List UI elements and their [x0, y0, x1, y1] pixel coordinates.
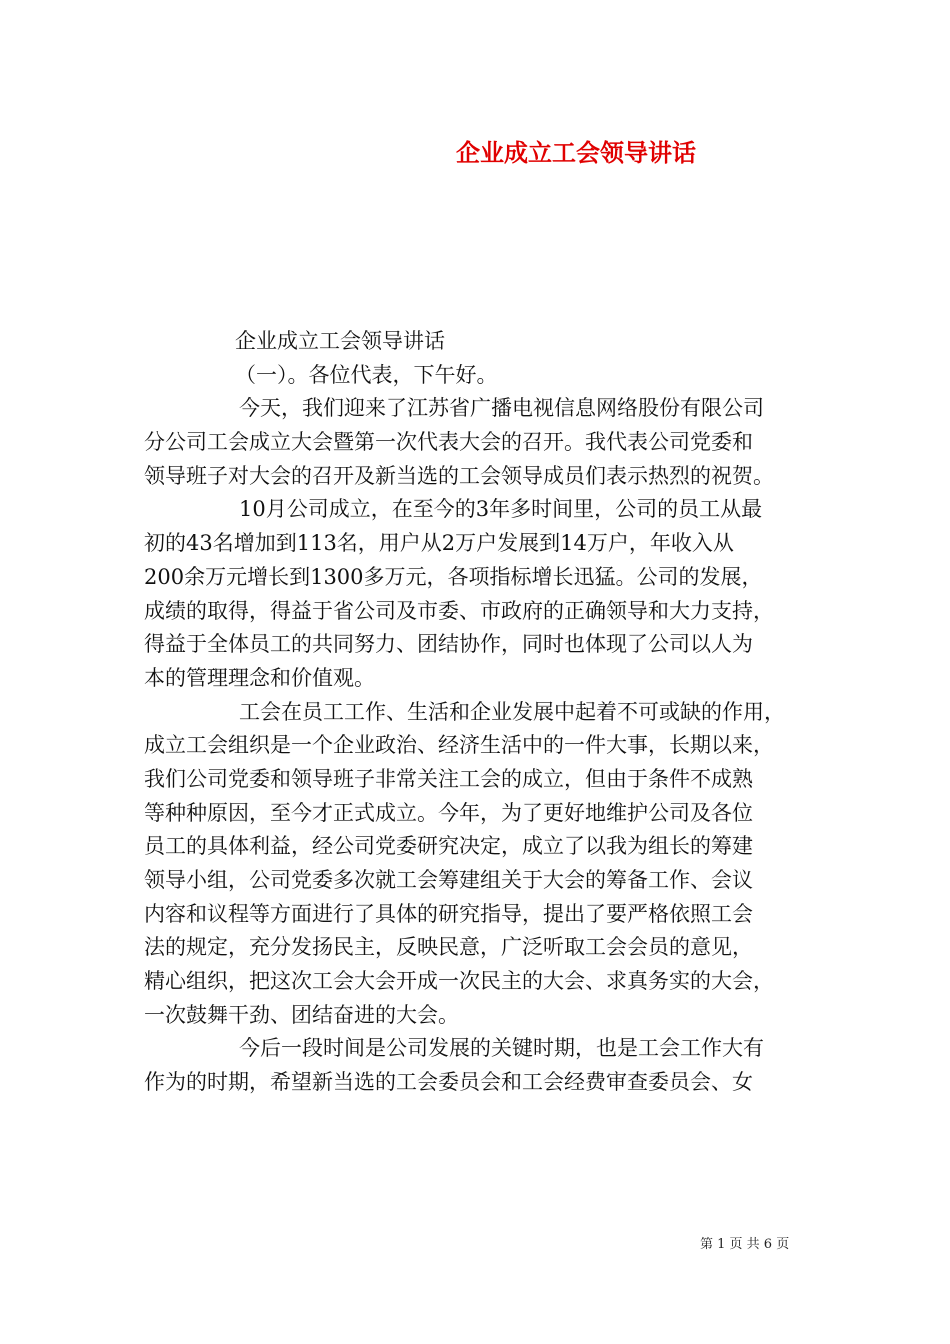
text-line: [144, 527, 812, 561]
text-line: [144, 864, 812, 898]
text-line: [144, 561, 812, 595]
line-text: 本的管理理念和价值观。: [144, 665, 375, 690]
text-line: [144, 392, 812, 426]
line-text: 今天，我们迎来了江苏省广播电视信息网络股份有限公司: [239, 396, 764, 421]
line-text: 作为的时期，希望新当选的工会委员会和工会经费审查委员会、女: [144, 1070, 753, 1095]
text-line: [144, 729, 812, 763]
text-line: [144, 628, 812, 662]
text-line: [144, 325, 812, 359]
line-text: 一次鼓舞干劲、团结奋进的大会。: [144, 1002, 459, 1027]
line-text: 企业成立工会领导讲话: [235, 329, 445, 353]
line-text: 领导小组，公司党委多次就工会筹建组关于大会的筹备工作、会议: [144, 868, 753, 892]
line-text: 法的规定，充分发扬民主，反映民意，广泛听取工会会员的意见，: [144, 935, 753, 960]
text-line: [144, 662, 812, 696]
line-text: 领导班子对大会的召开及新当选的工会领导成员们表示热烈的祝贺。: [144, 463, 774, 488]
text-line: [144, 1066, 812, 1100]
line-text: 10月公司成立，在至今的3年多时间里，公司的员工从最: [239, 497, 763, 522]
text-line: [144, 898, 812, 932]
text-line: [144, 696, 812, 730]
text-line: [144, 965, 812, 999]
line-text: 等种种原因，至今才正式成立。今年，为了更好地维护公司及各位: [144, 800, 753, 825]
text-line: [144, 493, 812, 527]
document-body: [144, 325, 812, 1100]
text-line: [144, 999, 812, 1033]
text-line: [144, 763, 812, 797]
page-number-footer: 第 1 页 共 6 页: [700, 1237, 790, 1252]
line-text: 工会在员工工作、生活和企业发展中起着不可或缺的作用，: [239, 699, 785, 724]
text-line: [144, 426, 812, 460]
line-text: 精心组织，把这次工会大会开成一次民主的大会、求真务实的大会，: [144, 969, 774, 994]
line-text: （一）。各位代表，下午好。: [235, 362, 498, 387]
text-line: [144, 1032, 812, 1066]
line-text: 得益于全体员工的共同努力、团结协作，同时也体现了公司以人为: [144, 632, 753, 657]
text-line: [144, 359, 812, 393]
line-text: 内容和议程等方面进行了具体的研究指导，提出了要严格依照工会: [144, 901, 753, 926]
text-line: [144, 931, 812, 965]
text-line: [144, 595, 812, 629]
text-line: [144, 797, 812, 831]
line-text: 我们公司党委和领导班子非常关注工会的成立，但由于条件不成熟: [144, 766, 753, 791]
line-text: 员工的具体利益，经公司党委研究决定，成立了以我为组长的筹建: [144, 834, 753, 859]
document-title: 企业成立工会领导讲话: [456, 138, 696, 167]
line-text: 成绩的取得，得益于省公司及市委、市政府的正确领导和大力支持，: [144, 598, 774, 623]
text-line: [144, 830, 812, 864]
line-text: 初的43名增加到113名，用户从2万户发展到14万户，年收入从: [144, 531, 734, 556]
text-line: [144, 460, 812, 494]
line-text: 成立工会组织是一个企业政治、经济生活中的一件大事，长期以来，: [144, 733, 774, 758]
line-text: 分公司工会成立大会暨第一次代表大会的召开。我代表公司党委和: [144, 430, 753, 455]
line-text: 今后一段时间是公司发展的关键时期，也是工会工作大有: [239, 1036, 764, 1061]
line-text: 200余万元增长到1300多万元，各项指标增长迅猛。公司的发展，: [144, 564, 763, 589]
